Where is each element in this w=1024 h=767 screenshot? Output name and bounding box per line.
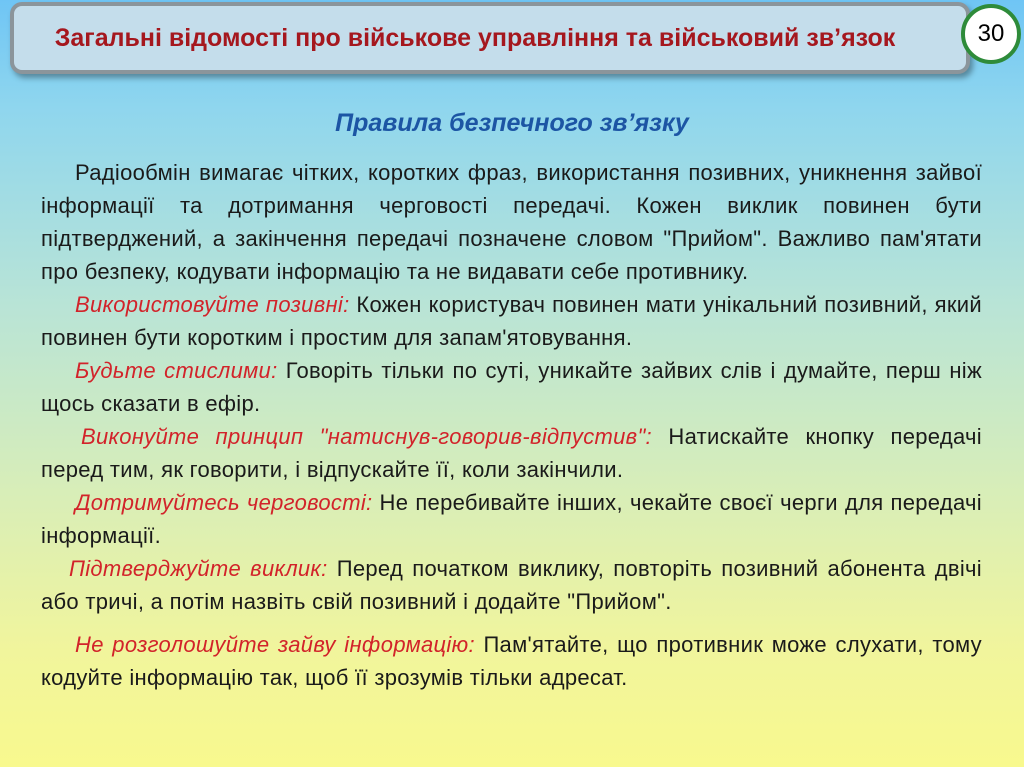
rule-label: Підтверджуйте виклик: [69, 556, 328, 581]
rule-label: Будьте стислими: [75, 358, 278, 383]
rule-label: Використовуйте позивні: [75, 292, 350, 317]
rule-brevity [41, 354, 982, 420]
title-bar [10, 2, 970, 74]
rule-text: Пам'ятайте, що противник може слухати, тому кодуйте інформацію так, щоб її зрозумів тільки адресат. [41, 632, 982, 690]
rule-turn-taking [41, 486, 982, 552]
slide-number-badge: 30 [961, 4, 1021, 64]
rule-text: Говоріть тільки по суті, уникайте зайвих слів і думайте, перш ніж щось сказати в ефір. [41, 358, 982, 416]
content-body [41, 156, 982, 694]
rule-text: Кожен користувач повинен мати унікальний позивний, який повинен бути коротким і простим для запам'ятовування. [41, 292, 982, 350]
rule-label: Дотримуйтесь черговості: [75, 490, 373, 515]
rule-label: Виконуйте принцип "натиснув-говорив-відпустив": [81, 424, 652, 449]
rule-no-disclosure [41, 628, 982, 694]
rule-text: Не перебивайте інших, чекайте своєї черги для передачі інформації. [41, 490, 982, 548]
intro-paragraph: Радіообмін вимагає чітких, коротких фраз, використання позивних, уникнення зайвої інформації та дотримання черговості передачі. Кожен виклик повинен бути підтверджений, а закінчення передачі позначене словом "Прийом". Важливо пам'ятати про безпеку, кодувати інформацію та не видавати себе противнику. [41, 160, 982, 284]
rule-confirm-call [41, 552, 982, 618]
slide-title: Загальні відомості про військове управління та військовий зв’язок [54, 24, 896, 52]
rule-text: Натискайте кнопку передачі перед тим, як говорити, і відпускайте її, коли закінчили. [41, 424, 982, 482]
rule-text: Перед початком виклику, повторіть позивний абонента двічі або тричі, а потім назвіть свій позивний і додайте "Прийом". [41, 556, 982, 614]
section-subtitle: Правила безпечного зв’язку [335, 109, 689, 137]
rule-push-to-talk [41, 420, 982, 486]
rule-callsigns [41, 288, 982, 354]
rule-label: Не розголошуйте зайву інформацію: [75, 632, 475, 657]
